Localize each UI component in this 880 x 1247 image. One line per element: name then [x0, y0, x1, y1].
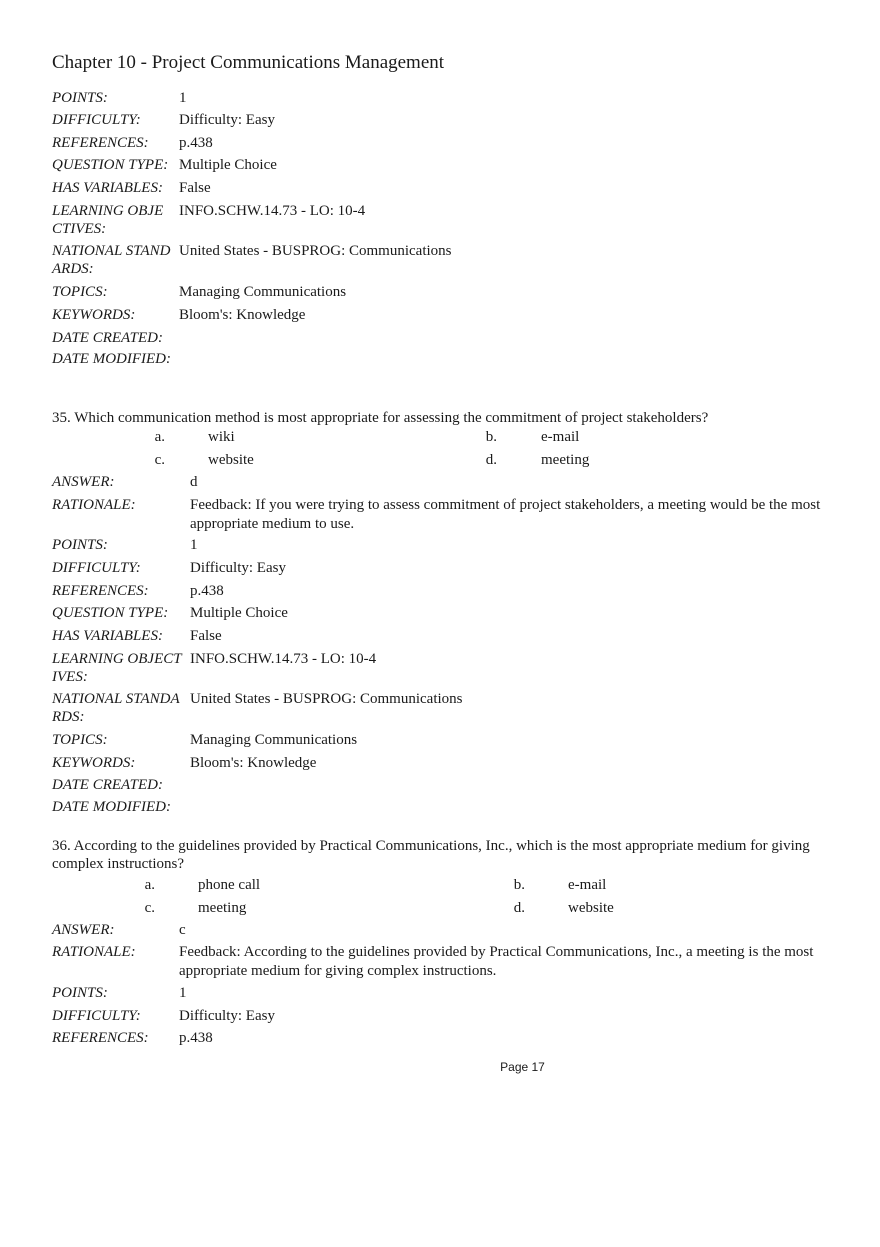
rationale-value: Feedback: If you were trying to assess commitment of project stakeholders, a meeting would be the most appropriate medium to use.	[190, 497, 821, 532]
rationale-value: Feedback: According to the guidelines provided by Practical Communications, Inc., a meeting is the most appropriate medium for giving complex instructions.	[179, 944, 814, 979]
points-label: POINTS:	[52, 985, 108, 1001]
page-title: Chapter 10 - Project Communications Management	[52, 52, 445, 73]
date-created-label: DATE CREATED:	[52, 330, 163, 346]
answer-value: c	[179, 922, 186, 938]
national-standards-label: NATIONAL STAND ARDS:	[52, 243, 171, 277]
choice-letter-d: d.	[513, 900, 525, 916]
difficulty-value: Difficulty: Easy	[179, 112, 275, 128]
points-label: POINTS:	[52, 537, 108, 553]
difficulty-value: Difficulty: Easy	[179, 1008, 275, 1024]
references-value: p.438	[179, 1030, 213, 1046]
choice-text-a: wiki	[208, 429, 235, 445]
learning-objectives-value: INFO.SCHW.14.73 - LO: 10-4	[179, 203, 366, 219]
choice-letter-c: c.	[144, 900, 155, 916]
question-type-value: Multiple Choice	[190, 605, 288, 621]
topics-value: Managing Communications	[190, 732, 358, 748]
date-modified-label: DATE MODIFIED:	[52, 351, 171, 367]
answer-label: ANSWER:	[52, 922, 115, 938]
learning-objectives-value: INFO.SCHW.14.73 - LO: 10-4	[190, 651, 377, 667]
question-type-label: QUESTION TYPE:	[52, 157, 169, 173]
rationale-label: RATIONALE:	[52, 944, 136, 960]
difficulty-label: DIFFICULTY:	[52, 1008, 141, 1024]
has-variables-label: HAS VARIABLES:	[52, 628, 163, 644]
points-label: POINTS:	[52, 90, 108, 106]
question-type-value: Multiple Choice	[179, 157, 277, 173]
topics-label: TOPICS:	[52, 732, 108, 748]
has-variables-value: False	[179, 180, 211, 196]
choice-text-d: meeting	[541, 452, 590, 468]
keywords-value: Bloom's: Knowledge	[179, 307, 306, 323]
has-variables-label: HAS VARIABLES:	[52, 180, 163, 196]
choice-text-d: website	[568, 900, 614, 916]
points-value: 1	[179, 985, 187, 1001]
national-standards-label: NATIONAL STANDA RDS:	[52, 691, 180, 725]
references-label: REFERENCES:	[52, 583, 149, 599]
answer-value: d	[190, 474, 198, 490]
difficulty-label: DIFFICULTY:	[52, 112, 141, 128]
difficulty-label: DIFFICULTY:	[52, 560, 141, 576]
answer-label: ANSWER:	[52, 474, 115, 490]
question-stem: 36. According to the guidelines provided by Practical Communications, Inc., which is the most appropriate medium for giving complex instructions?	[52, 838, 810, 872]
choice-text-b: e-mail	[541, 429, 580, 445]
rationale-label: RATIONALE:	[52, 497, 136, 513]
keywords-value: Bloom's: Knowledge	[190, 755, 317, 771]
choice-text-c: website	[208, 452, 254, 468]
difficulty-value: Difficulty: Easy	[190, 560, 286, 576]
keywords-label: KEYWORDS:	[52, 307, 136, 323]
references-label: REFERENCES:	[52, 135, 149, 151]
topics-value: Managing Communications	[179, 284, 347, 300]
has-variables-value: False	[190, 628, 222, 644]
keywords-label: KEYWORDS:	[52, 755, 136, 771]
national-standards-value: United States - BUSPROG: Communications	[179, 243, 452, 259]
choice-letter-b: b.	[485, 429, 497, 445]
references-value: p.438	[190, 583, 224, 599]
page-number: Page 17	[500, 1060, 545, 1074]
choice-letter-b: b.	[513, 877, 525, 893]
date-created-label: DATE CREATED:	[52, 777, 163, 793]
learning-objectives-label: LEARNING OBJE CTIVES:	[52, 203, 164, 237]
references-value: p.438	[179, 135, 213, 151]
national-standards-value: United States - BUSPROG: Communications	[190, 691, 463, 707]
references-label: REFERENCES:	[52, 1030, 149, 1046]
choice-letter-a: a.	[154, 429, 165, 445]
choice-text-b: e-mail	[568, 877, 607, 893]
points-value: 1	[179, 90, 187, 106]
choice-letter-c: c.	[154, 452, 165, 468]
choice-text-a: phone call	[198, 877, 261, 893]
choice-letter-a: a.	[144, 877, 155, 893]
question-type-label: QUESTION TYPE:	[52, 605, 169, 621]
learning-objectives-label: LEARNING OBJECT IVES:	[52, 651, 182, 685]
points-value: 1	[190, 537, 198, 553]
topics-label: TOPICS:	[52, 284, 108, 300]
choice-text-c: meeting	[198, 900, 247, 916]
question-stem: 35. Which communication method is most appropriate for assessing the commitment of project stakeholders?	[52, 410, 709, 426]
choice-letter-d: d.	[485, 452, 497, 468]
date-modified-label: DATE MODIFIED:	[52, 799, 171, 815]
